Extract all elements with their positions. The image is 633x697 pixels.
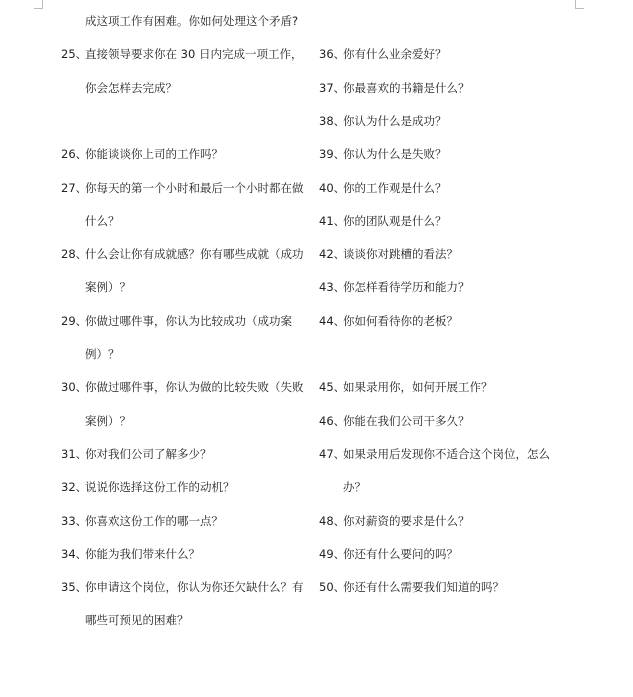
question-number: 43、 <box>319 280 346 295</box>
question-text: 如果录用后发现你不适合这个岗位，怎么 <box>343 446 550 461</box>
question-text: 案例）？ <box>85 413 131 428</box>
question-text: 如果录用你，如何开展工作？ <box>343 380 493 395</box>
crop-mark-left-h <box>34 8 43 9</box>
question-text: 你如何看待你的老板？ <box>343 313 458 328</box>
question-text: 你申请这个岗位，你认为你还欠缺什么？有 <box>85 580 304 595</box>
question-text: 你认为什么是失败？ <box>343 147 447 162</box>
question-number: 29、 <box>61 313 88 328</box>
question-number: 41、 <box>319 213 346 228</box>
question-number: 33、 <box>61 513 88 528</box>
question-text: 你认为什么是成功？ <box>343 113 447 128</box>
question-text: 例）？ <box>85 347 120 361</box>
question-text: 你喜欢这份工作的哪一点？ <box>85 513 223 528</box>
question-text: 你对薪资的要求是什么？ <box>343 513 470 528</box>
question-text: 你还有什么要问的吗？ <box>343 546 458 561</box>
question-number: 45、 <box>319 380 346 395</box>
question-number: 44、 <box>319 313 346 328</box>
question-text: 你还有什么需要我们知道的吗？ <box>343 580 504 595</box>
question-text: 你最喜欢的书籍是什么？ <box>343 80 470 95</box>
question-number: 26、 <box>61 147 88 162</box>
question-number: 27、 <box>61 180 88 195</box>
question-text: 你做过哪件事，你认为做的比较失败（失败 <box>85 380 304 395</box>
question-number: 34、 <box>61 546 88 561</box>
question-text: 你对我们公司了解多少？ <box>85 446 212 461</box>
question-text: 说说你选择这份工作的动机？ <box>85 480 235 495</box>
question-text: 你每天的第一个小时和最后一个小时都在做 <box>85 180 304 195</box>
question-number: 36、 <box>319 47 346 62</box>
question-number: 30、 <box>61 380 88 395</box>
question-number: 46、 <box>319 413 346 428</box>
question-number: 48、 <box>319 513 346 528</box>
question-text: 案例）？ <box>85 280 131 295</box>
question-text: 什么？ <box>85 213 120 228</box>
question-number: 37、 <box>319 80 346 95</box>
question-number: 39、 <box>319 147 346 162</box>
question-text: 哪些可预见的困难？ <box>85 613 189 628</box>
question-number: 32、 <box>61 480 88 495</box>
question-text: 你能在我们公司干多久？ <box>343 413 470 428</box>
question-text: 你的工作观是什么？ <box>343 180 447 195</box>
question-number: 25、 <box>61 47 88 62</box>
question-text: 你能谈谈你上司的工作吗？ <box>85 147 223 162</box>
question-number: 49、 <box>319 546 346 561</box>
question-text: 直接领导要求你在 30 日内完成一项工作， <box>85 47 303 62</box>
question-number: 47、 <box>319 446 346 461</box>
question-text: 谈谈你对跳槽的看法？ <box>343 247 458 262</box>
question-number: 50、 <box>319 580 346 595</box>
question-text: 你的团队观是什么？ <box>343 213 447 228</box>
question-text: 你能为我们带来什么？ <box>85 546 200 561</box>
crop-mark-right-h <box>575 8 584 9</box>
question-text: 你做过哪件事，你认为比较成功（成功案 <box>85 313 292 328</box>
question-number: 42、 <box>319 247 346 262</box>
question-text: 什么会让你有成就感？你有哪些成就（成功 <box>85 247 304 262</box>
question-number: 31、 <box>61 446 88 461</box>
question-text: 你怎样看待学历和能力？ <box>343 280 470 295</box>
question-number: 38、 <box>319 113 346 128</box>
question-number: 28、 <box>61 247 88 262</box>
question-text: 办？ <box>343 480 366 495</box>
crop-mark-right <box>575 0 576 8</box>
question-text: 你有什么业余爱好？ <box>343 47 447 62</box>
question-number: 40、 <box>319 180 346 195</box>
question-text: 你会怎样去完成？ <box>85 80 177 95</box>
question-number: 35、 <box>61 580 88 595</box>
continuation-line: 成这项工作有困难。你如何处理这个矛盾? <box>85 14 299 28</box>
crop-mark-left <box>42 0 43 8</box>
